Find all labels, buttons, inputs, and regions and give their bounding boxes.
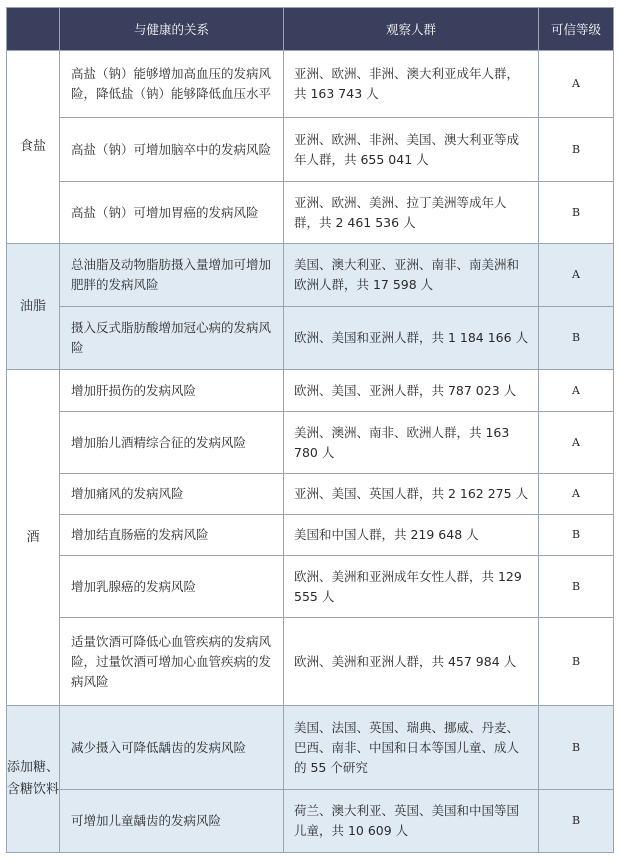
grade-cell: B (539, 618, 614, 706)
grade-cell: B (539, 790, 614, 853)
population-cell: 美国、法国、英国、瑞典、挪威、丹麦、巴西、南非、中国和日本等国儿童、成人的 55 个研究 (284, 706, 539, 790)
population-cell: 欧洲、美洲和亚洲人群，共 457 984 人 (284, 618, 539, 706)
population-cell: 欧洲、美洲和亚洲成年女性人群，共 129 555 人 (284, 556, 539, 618)
relation-cell: 高盐（钠）可增加胃癌的发病风险 (60, 182, 284, 244)
health-relation-table (6, 7, 614, 853)
relation-cell: 增加胎儿酒精综合征的发病风险 (60, 412, 284, 474)
grade-cell: A (539, 412, 614, 474)
population-cell: 亚洲、美国、英国人群，共 2 162 275 人 (284, 474, 539, 515)
grade-cell: B (539, 556, 614, 618)
relation-cell: 摄入反式脂肪酸增加冠心病的发病风险 (60, 307, 284, 370)
table-row (7, 474, 614, 515)
grade-cell: A (539, 51, 614, 118)
table-row (7, 370, 614, 412)
table-row (7, 556, 614, 618)
population-cell: 亚洲、欧洲、美洲、拉丁美洲等成年人群，共 2 461 536 人 (284, 182, 539, 244)
table-row (7, 118, 614, 182)
population-cell: 美国、澳大利亚、亚洲、南非、南美洲和欧洲人群，共 17 598 人 (284, 244, 539, 307)
table-row (7, 618, 614, 706)
category-cell-alcohol: 酒 (7, 370, 60, 706)
table-row (7, 307, 614, 370)
relation-cell: 可增加儿童龋齿的发病风险 (60, 790, 284, 853)
population-cell: 欧洲、美国和亚洲人群，共 1 184 166 人 (284, 307, 539, 370)
table-row (7, 706, 614, 790)
population-cell: 美国和中国人群，共 219 648 人 (284, 515, 539, 556)
grade-cell: A (539, 474, 614, 515)
header-grade: 可信等级 (539, 8, 614, 51)
table-row (7, 182, 614, 244)
grade-cell: A (539, 244, 614, 307)
population-cell: 欧洲、美国、亚洲人群，共 787 023 人 (284, 370, 539, 412)
grade-cell: B (539, 706, 614, 790)
relation-cell: 高盐（钠）能够增加高血压的发病风险，降低盐（钠）能够降低血压水平 (60, 51, 284, 118)
relation-cell: 增加肝损伤的发病风险 (60, 370, 284, 412)
grade-cell: B (539, 307, 614, 370)
relation-cell: 高盐（钠）可增加脑卒中的发病风险 (60, 118, 284, 182)
relation-cell: 总油脂及动物脂肪摄入量增加可增加肥胖的发病风险 (60, 244, 284, 307)
header-population: 观察人群 (284, 8, 539, 51)
category-cell-sugar: 添加糖、含糖饮料 (7, 706, 60, 853)
table-row (7, 790, 614, 853)
grade-cell: A (539, 370, 614, 412)
grade-cell: B (539, 182, 614, 244)
population-cell: 亚洲、欧洲、非洲、澳大利亚成年人群，共 163 743 人 (284, 51, 539, 118)
relation-cell: 减少摄入可降低龋齿的发病风险 (60, 706, 284, 790)
relation-cell: 适量饮酒可降低心血管疾病的发病风险，过量饮酒可增加心血管疾病的发病风险 (60, 618, 284, 706)
grade-cell: B (539, 515, 614, 556)
relation-cell: 增加痛风的发病风险 (60, 474, 284, 515)
header-row (7, 8, 614, 51)
table-row (7, 244, 614, 307)
table-row (7, 412, 614, 474)
table-row (7, 51, 614, 118)
population-cell: 亚洲、欧洲、非洲、美国、澳大利亚等成年人群，共 655 041 人 (284, 118, 539, 182)
header-relation: 与健康的关系 (60, 8, 284, 51)
population-cell: 荷兰、澳大利亚、英国、美国和中国等国儿童，共 10 609 人 (284, 790, 539, 853)
population-cell: 美洲、澳洲、南非、欧洲人群，共 163 780 人 (284, 412, 539, 474)
table-row (7, 515, 614, 556)
category-cell-salt: 食盐 (7, 51, 60, 244)
category-cell-oil: 油脂 (7, 244, 60, 370)
header-category (7, 8, 60, 51)
grade-cell: B (539, 118, 614, 182)
relation-cell: 增加乳腺癌的发病风险 (60, 556, 284, 618)
relation-cell: 增加结直肠癌的发病风险 (60, 515, 284, 556)
